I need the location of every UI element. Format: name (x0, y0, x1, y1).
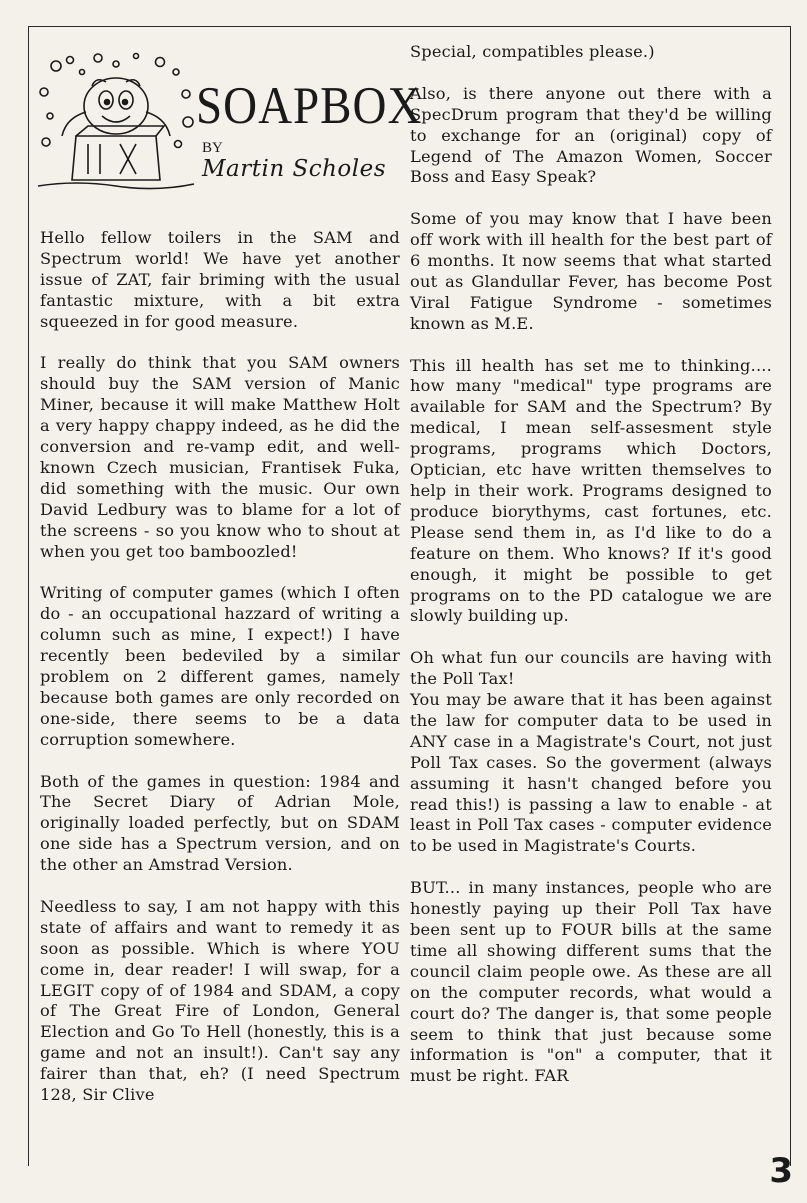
right-column (410, 42, 772, 1108)
paragraph: Needless to say, I am not happy with this state of affairs and want to remedy it as soon as possible. Which is where YOU come in, dear reader! I will swap, for a LEGIT copy of of 1984 and SDAM, a copy of The Great Fire of London, General Election and Go To Hell (honestly, this is a game and not an insult!). Can't say any fairer than that, eh? (I need Spectrum 128, Sir Clive (40, 896, 400, 1105)
left-column (40, 228, 400, 1127)
paragraph: I really do think that you SAM owners should buy the SAM version of Manic Miner, because it will make Matthew Holt a very happy chappy indeed, as he did the conversion and re-vamp edit, and well-known Czech musician, Frantisek Fuka, did something with the music. Our own David Ledbury was to blame for a lot of the screens - so you know who to shout at when you get too bamboozled! (40, 353, 400, 561)
paragraph: Special, compatibles please.) (410, 42, 655, 61)
page-number: 3 (769, 1151, 793, 1191)
column-title: SOAPBOX (196, 77, 423, 136)
paragraph: Oh what fun our councils are having with the Poll Tax! You may be aware that it has been against the law for computer data to be used in ANY case in a Magistrate's Court, not just Poll Tax cases. So the goverment (always assuming it hasn't changed before you read this!) is passing a law to enable - at least in Poll Tax cases - computer evidence to be used in Magistrate's Courts. (410, 648, 772, 856)
soapbox-logo (36, 52, 423, 192)
paragraph: Some of you may know that I have been off work with ill health for the best part of 6 months. It now seems that what started out as Glandullar Fever, has become Post Viral Fatigue Syndrome - sometimes known as M.E. (410, 209, 772, 333)
paragraph: Writing of computer games (which I often do - an occupational hazzard of writing a column such as mine, I expect!) I have recently been bedeviled by a similar problem on 2 different games, namely because both games are only recorded on one-side, there seems to be a data corruption somewhere. (40, 583, 400, 749)
cartoon-character-icon (36, 52, 196, 192)
author-name: Martin Scholes (202, 156, 387, 182)
paragraph: This ill health has set me to thinking.... how many "medical" type programs are available for SAM and the Spectrum? By medical, I mean self-assesment style programs, programs which Doctors, Optician, etc have written themselves to help in their work. Programs designed to produce biorythyms, cast fortunes, etc. Please send them in, as I'd like to do a feature on them. Who knows? If it's good enough, it might be possible to get programs on to the PD catalogue we are slowly building up. (410, 355, 772, 626)
paragraph: Hello fellow toilers in the SAM and Spectrum world! We have yet another issue of ZAT, fair briming with the usual fantastic mixture, with a bit extra squeezed in for good measure. (40, 228, 400, 331)
paragraph: Both of the games in question: 1984 and The Secret Diary of Adrian Mole, originally loaded perfectly, but on SDAM one side has a Spectrum version, and on the other an Amstrad Version. (40, 771, 400, 875)
paragraph: Also, is there anyone out there with a SpecDrum program that they'd be willing to exchange for an (original) copy of Legend of The Amazon Women, Soccer Boss and Easy Speak? (410, 83, 772, 187)
paragraph: BUT... in many instances, people who are honestly paying up their Poll Tax have been sent up to FOUR bills at the same time all showing different sums that the council claim people owe. As these are all on the computer records, what would a court do? The danger is, that some people seem to think that just because some information is "on" a computer, that it must be right. FAR (410, 878, 772, 1086)
byline-label: BY (202, 140, 223, 156)
